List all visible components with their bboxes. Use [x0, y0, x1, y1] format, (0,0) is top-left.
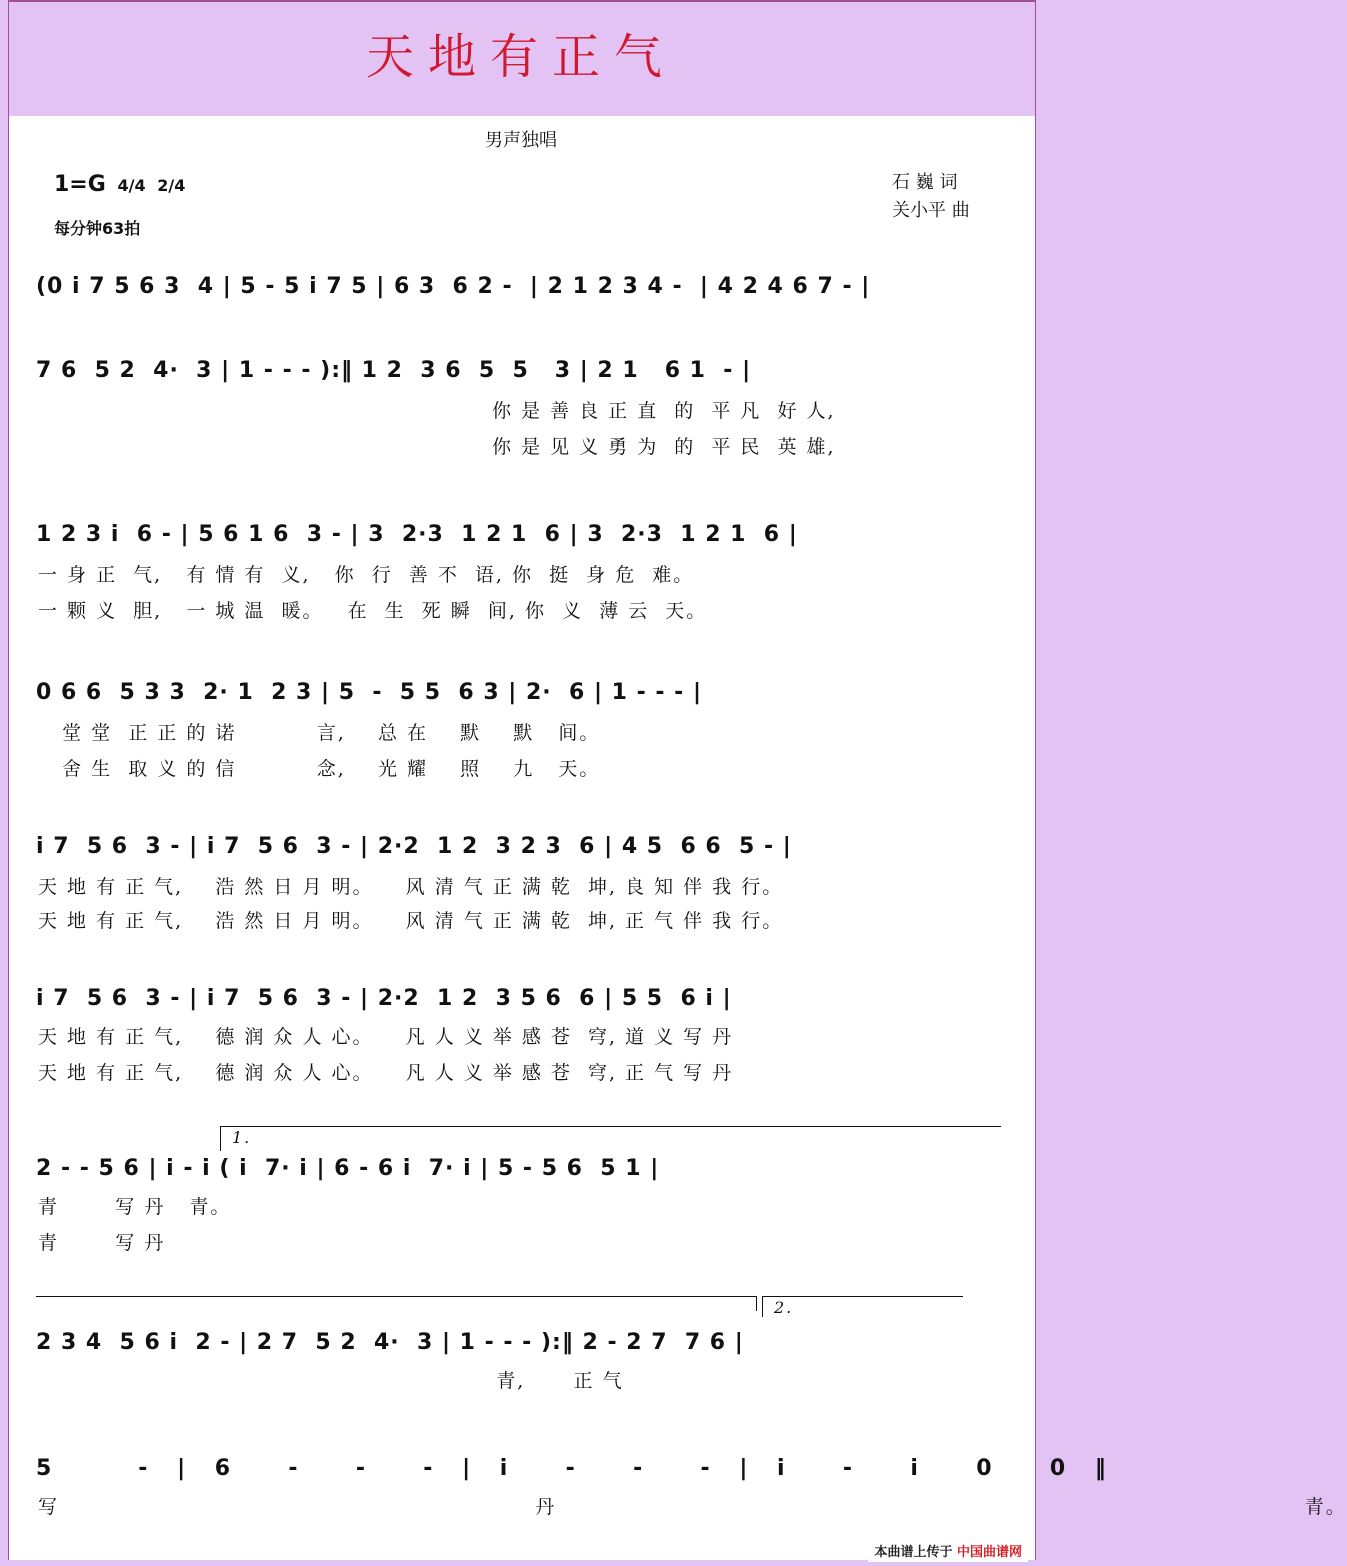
notation-line: 2 - - 5 6 | i - i ( i 7· i | 6 - 6 i 7· i | 5 - 5 6 5 1 | [36, 1156, 660, 1181]
notation-line: i 7 5 6 3 - | i 7 5 6 3 - | 2·2 1 2 3 2 3 6 | 4 5 6 6 5 - | [36, 834, 792, 859]
notation-line: 5 - | 6 - - - | i - - - | i - i 0 0 ‖ [36, 1456, 1107, 1481]
time-sig-2: 2/4 [157, 176, 186, 195]
footer-brand[interactable]: 中国曲谱网 [956, 1545, 1022, 1560]
subtitle: 男声独唱 [485, 130, 557, 151]
time-sig-1: 4/4 [117, 176, 146, 195]
lyric-verse-2: 舍 生 取 义 的 信 念, 光 耀 照 九 天。 [38, 758, 601, 780]
notation-line: 2 3 4 5 6 i 2 - | 2 7 5 2 4· 3 | 1 - - - ):‖ 2 - 2 7 7 6 | [36, 1330, 744, 1355]
footer-credit [868, 1539, 1028, 1562]
lyric-verse-2: 天 地 有 正 气, 德 润 众 人 心。 凡 人 义 举 感 苍 穹, 正 气 写 丹 [38, 1062, 734, 1084]
tempo: 每分钟63拍 [54, 219, 141, 238]
composer: 关小平 曲 [892, 200, 970, 221]
lyric-verse-2: 一 颗 义 胆, 一 城 温 暖。 在 生 死 瞬 间, 你 义 薄 云 天。 [38, 600, 708, 622]
lyric-verse-2: 天 地 有 正 气, 浩 然 日 月 明。 风 清 气 正 满 乾 坤, 正 气 伴 我 行。 [38, 910, 784, 932]
lyric-verse-1: 青 写 丹 青。 [38, 1196, 232, 1218]
notation-line: 7 6 5 2 4· 3 | 1 - - - ):‖ 1 2 3 6 5 5 3 | 2 1 6 1 - | [36, 358, 752, 383]
lyric-verse-2: 你 是 见 义 勇 为 的 平 民 英 雄, [492, 436, 836, 458]
volta-1-line [36, 1296, 757, 1311]
lyric-verse-2: 青 写 丹 [38, 1232, 166, 1254]
key: 1=G [54, 172, 106, 197]
volta-1-bracket [220, 1126, 1001, 1151]
song-title: 天地有正气 [365, 29, 676, 85]
notation-line: 0 6 6 5 3 3 2· 1 2 3 | 5 - 5 5 6 3 | 2· 6 | 1 - - - | [36, 680, 703, 705]
lyric-verse-1: 天 地 有 正 气, 浩 然 日 月 明。 风 清 气 正 满 乾 坤, 良 知 伴 我 行。 [38, 876, 784, 898]
notation-line: 1 2 3 i 6 - | 5 6 1 6 3 - | 3 2·3 1 2 1 6 | 3 2·3 1 2 1 6 | [36, 522, 798, 547]
volta-2-label: 2. [774, 1298, 794, 1317]
key-signature [54, 172, 185, 197]
lyric-verse-1: 你 是 善 良 正 直 的 平 凡 好 人, [492, 400, 836, 422]
lyricist: 石 巍 词 [892, 172, 958, 193]
notation-line: (0 i 7 5 6 3 4 | 5 - 5 i 7 5 | 6 3 6 2 - | 2 1 2 3 4 - | 4 2 4 6 7 - | [36, 274, 871, 299]
lyric-verse-1: 一 身 正 气, 有 情 有 义, 你 行 善 不 语, 你 挺 身 危 难。 [38, 564, 695, 586]
lyric-verse-1: 青, 正 气 [38, 1370, 624, 1392]
lyric-verse-1: 堂 堂 正 正 的 诺 言, 总 在 默 默 间。 [38, 722, 601, 744]
lyric-verse-1: 天 地 有 正 气, 德 润 众 人 心。 凡 人 义 举 感 苍 穹, 道 义 写 丹 [38, 1026, 734, 1048]
volta-1-label: 1. [232, 1128, 252, 1147]
footer-prefix: 本曲谱上传于 [874, 1545, 953, 1560]
notation-line: i 7 5 6 3 - | i 7 5 6 3 - | 2·2 1 2 3 5 6 6 | 5 5 6 i | [36, 986, 732, 1011]
lyric-verse-1: 写 丹 青。 [38, 1496, 1347, 1518]
